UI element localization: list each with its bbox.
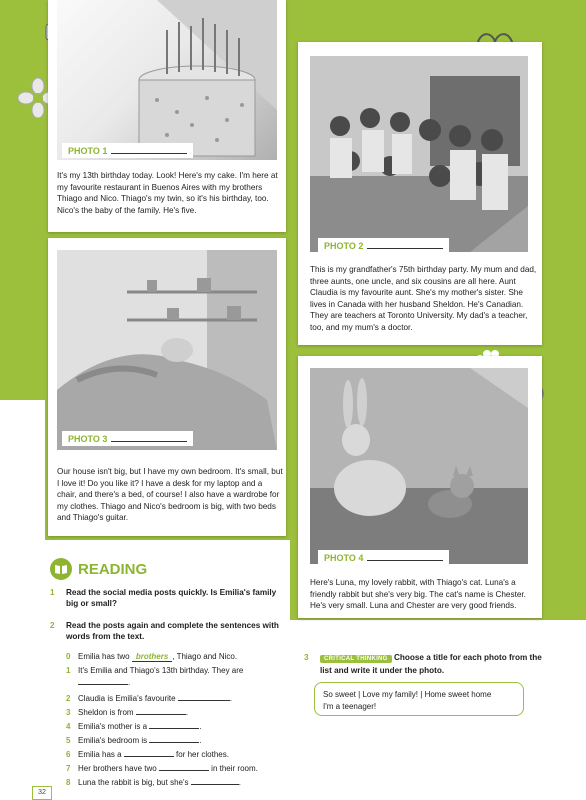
photo2-label [318, 238, 449, 253]
item-3-before: Sheldon is from [78, 708, 134, 717]
item-7-blank[interactable] [159, 762, 209, 771]
item-2-number: 2 [66, 694, 71, 703]
title-options-box [314, 682, 524, 716]
question-1 [50, 587, 280, 609]
item-0 [66, 652, 291, 662]
photo4-image [310, 368, 528, 564]
item-8 [66, 776, 291, 788]
photo3-card [48, 238, 286, 536]
option-home-sweet-home: Home sweet home [424, 690, 492, 699]
item-5-before: Emilia's bedroom is [78, 736, 148, 745]
item-1-number: 1 [66, 666, 71, 675]
item-8-blank[interactable] [191, 776, 239, 785]
photo3-title-blank[interactable] [111, 433, 187, 442]
critical-thinking-badge: CRITICAL THINKING [320, 655, 392, 663]
photo2-caption: This is my grandfather's 75th birthday party. My mum and dad, three aunts, one uncle, and six cousins are all here. Aunt Claudia is my favourite aunt. She's my mother's sister. She lives in Canada with her husband Sheldon. He's Canadian. They are teachers at Toronto University. My dad's a teacher, too, and my mum's a doctor. [310, 265, 537, 332]
item-6-before: Emilia has a [78, 750, 122, 759]
item-3 [66, 706, 286, 718]
item-2 [66, 692, 286, 704]
item-1-blank[interactable] [78, 676, 131, 687]
photo1-image [57, 0, 277, 160]
item-5-number: 5 [66, 736, 71, 745]
item-2-before: Claudia is Emilia's favourite [78, 694, 176, 703]
item-4-blank[interactable] [149, 720, 202, 731]
item-4-after: . [199, 722, 202, 731]
photo2-card [298, 42, 542, 345]
question-3-text: Choose a title for each photo from the list and write it under the photo. [320, 653, 542, 675]
reading-title: READING [78, 560, 148, 578]
item-4 [66, 720, 286, 732]
item-6 [66, 748, 291, 760]
item-8-before: Luna the rabbit is big, but she's [78, 778, 189, 787]
photo4-title-blank[interactable] [367, 552, 443, 561]
question-2-text: Read the posts again and complete the sentences with words from the text. [66, 621, 279, 641]
item-6-blank[interactable] [124, 748, 174, 757]
reading-heading [50, 558, 147, 580]
item-7-number: 7 [66, 764, 71, 773]
photo3-label [62, 431, 193, 446]
photo1-title-blank[interactable] [111, 145, 187, 154]
item-8-after: . [238, 778, 241, 787]
item-3-number: 3 [66, 708, 71, 717]
item-2-after: . [229, 694, 233, 703]
item-7-before: Her brothers have two [78, 764, 157, 773]
item-3-blank[interactable] [136, 706, 189, 717]
photo4-label-text: PHOTO 4 [324, 553, 364, 563]
question-3-number: 3 [304, 653, 309, 662]
option-so-sweet: So sweet [323, 690, 356, 699]
question-2-number: 2 [50, 621, 55, 630]
item-6-after: for her clothes. [176, 750, 229, 759]
photo1-label-text: PHOTO 1 [68, 146, 108, 156]
photo1-card [48, 0, 286, 232]
separator: | [358, 690, 363, 699]
item-5-after: . [199, 736, 202, 745]
item-5-blank[interactable] [149, 734, 202, 745]
item-6-number: 6 [66, 750, 71, 759]
photo4-caption: Here's Luna, my lovely rabbit, with Thiago's cat. Luna's a friendly rabbit but she's very big. The cat's name is Chester. He's very small. Luna and Chester are very good friends. [310, 578, 526, 611]
item-0-before: Emilia has two [78, 652, 130, 661]
item-4-number: 4 [66, 722, 71, 731]
photo2-image [310, 56, 528, 252]
item-1 [66, 666, 276, 688]
item-4-before: Emilia's mother is a [78, 722, 148, 731]
green-background-left [0, 0, 45, 400]
item-8-number: 8 [66, 778, 71, 787]
option-love-my-family: Love my family! [362, 690, 419, 699]
photo1-caption: It's my 13th birthday today. Look! Here's my cake. I'm here at my favourite restaurant in Buenos Aires with my brothers Thiago and Nico. Thiago's my twin, so it's his birthday, too. Nico's the baby of the family. He's five. [57, 171, 278, 215]
question-2 [50, 620, 286, 642]
photo2-title-blank[interactable] [367, 240, 443, 249]
item-5 [66, 734, 286, 746]
item-1-after: . [128, 678, 131, 687]
photo1-label [62, 143, 193, 158]
item-7 [66, 762, 291, 774]
separator: | [420, 690, 425, 699]
question-1-number: 1 [50, 588, 55, 597]
item-7-after: in their room. [211, 764, 258, 773]
item-3-after: . [185, 708, 189, 717]
item-2-blank[interactable] [178, 692, 233, 703]
item-1-before: It's Emilia and Thiago's 13th birthday. They are [78, 666, 244, 675]
item-0-after: , Thiago and Nico. [172, 652, 238, 661]
item-0-answer: brothers [132, 652, 172, 662]
photo3-caption: Our house isn't big, but I have my own bedroom. It's small, but I love it! Do you like it? I have a desk for my laptop and a chair, and there's a bed, of course! I also have a wardrobe for my clothes. Thiago and Nico's bedroom is big, with two beds and Thiago's guitar. [57, 467, 283, 523]
photo3-image [57, 250, 277, 450]
page-number: 32 [32, 786, 52, 800]
photo2-label-text: PHOTO 2 [324, 241, 364, 251]
photo4-card [298, 356, 542, 618]
book-icon [50, 558, 72, 580]
question-3 [304, 652, 544, 676]
photo4-label [318, 550, 449, 565]
question-1-text: Read the social media posts quickly. Is Emilia's family big or small? [66, 588, 277, 608]
item-0-number: 0 [66, 652, 71, 661]
photo3-label-text: PHOTO 3 [68, 434, 108, 444]
option-im-a-teenager: I'm a teenager! [323, 702, 377, 711]
